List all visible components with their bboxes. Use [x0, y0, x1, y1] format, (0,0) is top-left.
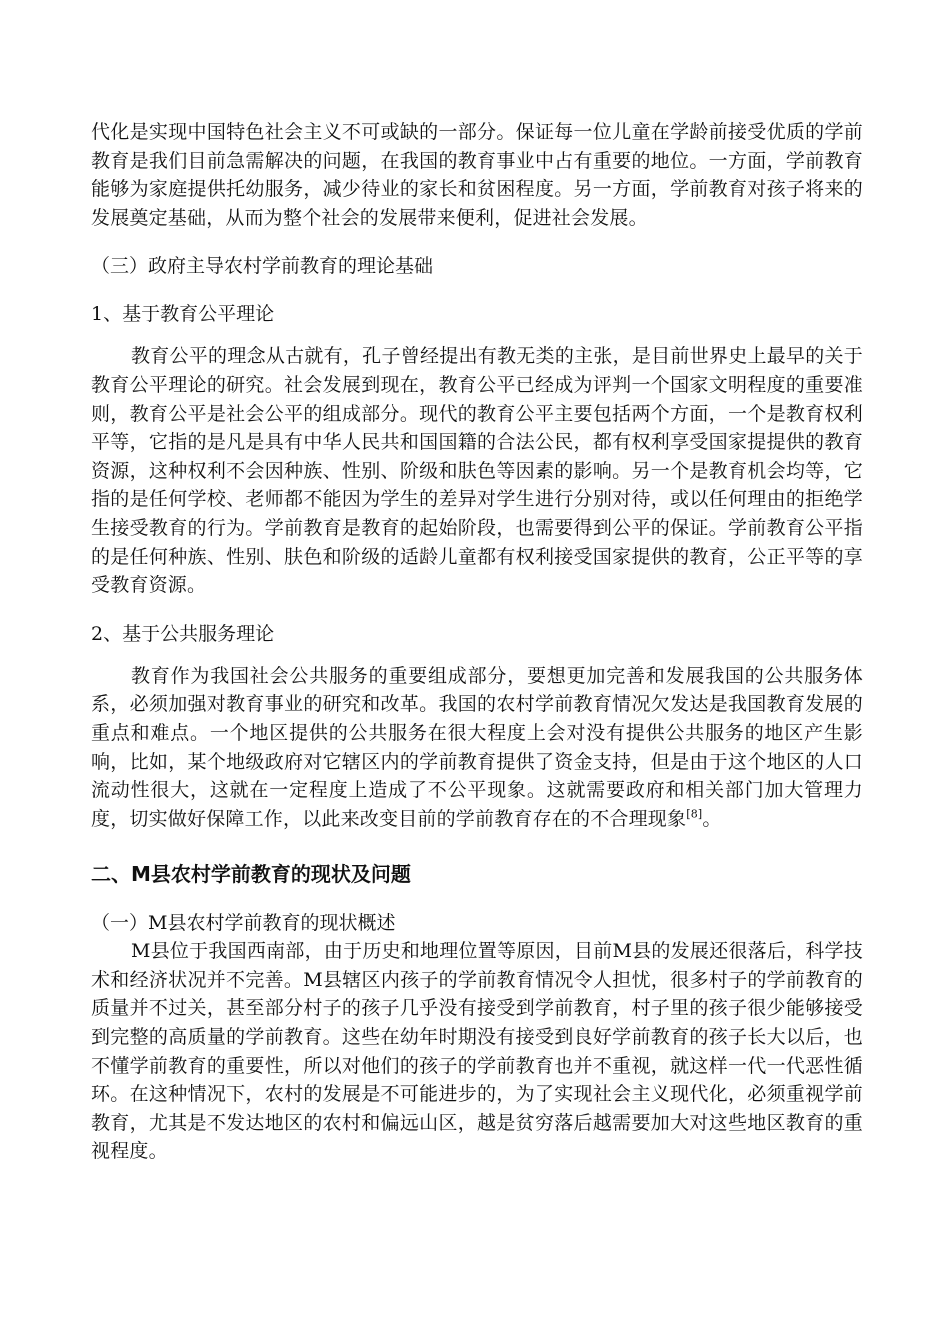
spacer: [91, 328, 863, 342]
subsection-heading-status: （一）M县农村学前教育的现状概述: [91, 912, 396, 935]
spacer: [91, 889, 863, 909]
spacer: [91, 280, 863, 300]
paragraph-education-fairness: 教育公平的理念从古就有，孔子曾经提出有教无类的主张，是目前世界史上最早的关于教育公平理论的研究。社会发展到现在，教育公平已经成为评判一个国家文明程度的重要准则，教育公平是社会公平的组成部分。现代的教育公平主要包括两个方面，一个是教育权利平等，它指的是凡是具有中华人民共和国国籍的合法公民，都有权利享受国家提提供的教育资源，这种权利不会因种族、性别、阶级和肤色等因素的影响。另一个是教育机会均等，它指的是任何学校、老师都不能因为学生的差异对学生进行分别对待，或以任何理由的拒绝学生接受教育的行为。学前教育是教育的起始阶段，也需要得到公平的保证。学前教育公平指的是任何种族、性别、肤色和阶级的适龄儿童都有权利接受国家提供的教育，公正平等的享受教育资源。: [91, 345, 863, 597]
paragraph-public-service: [91, 662, 863, 834]
spacer: [91, 648, 863, 662]
section-heading-2: 二、M县农村学前教育的现状及问题: [91, 862, 411, 887]
subheading-public-service: 2、基于公共服务理论: [91, 622, 275, 645]
spacer: [91, 600, 863, 620]
subheading-education-fairness: 1、基于教育公平理论: [91, 303, 275, 326]
paragraph-public-service-text: 教育作为我国社会公共服务的重要组成部分，要想更加完善和发展我国的公共服务体系，必须加强对教育事业的研究和改革。我国的农村学前教育情况欠发达是我国教育发展的重点和难点。一个地区提供的公共服务在很大程度上会对没有提供公共服务的地区产生影响，比如，某个地级政府对它辖区内的学前教育提供了资金支持，但是由于这个地区的人口流动性很大，这就在一定程度上造成了不公平现象。这就需要政府和相关部门加大管理力度，切实做好保障工作，以此来改变目前的学前教育存在的不合理现象: [91, 664, 863, 830]
citation-ref: [8]: [686, 807, 703, 821]
spacer: [91, 232, 863, 252]
intro-paragraph: 代化是实现中国特色社会主义不可或缺的一部分。保证每一位儿童在学龄前接受优质的学前教育是我们目前急需解决的问题，在我国的教育事业中占有重要的地位。一方面，学前教育能够为家庭提供托幼服务，减少待业的家长和贫困程度。另一方面，学前教育对孩子将来的发展奠定基础，从而为整个社会的发展带来便利，促进社会发展。: [91, 121, 863, 229]
paragraph-public-service-end: 。: [702, 807, 722, 830]
spacer: [91, 833, 863, 859]
document-page: [91, 118, 863, 1166]
subsection-heading-theory: （三）政府主导农村学前教育的理论基础: [91, 255, 434, 278]
paragraph-status: M县位于我国西南部，由于历史和地理位置等原因，目前M县的发展还很落后，科学技术和经济状况并不完善。M县辖区内孩子的学前教育情况令人担忧，很多村子的学前教育的质量并不过关，甚至部分村子的孩子几乎没有接受到学前教育，村子里的孩子很少能够接受到完整的高质量的学前教育。这些在幼年时期没有接受到良好学前教育的孩子长大以后，也不懂学前教育的重要性，所以对他们的孩子的学前教育也并不重视，就这样一代一代恶性循环。在这种情况下，农村的发展是不可能进步的，为了实现社会主义现代化，必须重视学前教育，尤其是不发达地区的农村和偏远山区，越是贫穷落后越需要加大对这些地区教育的重视程度。: [91, 940, 863, 1163]
